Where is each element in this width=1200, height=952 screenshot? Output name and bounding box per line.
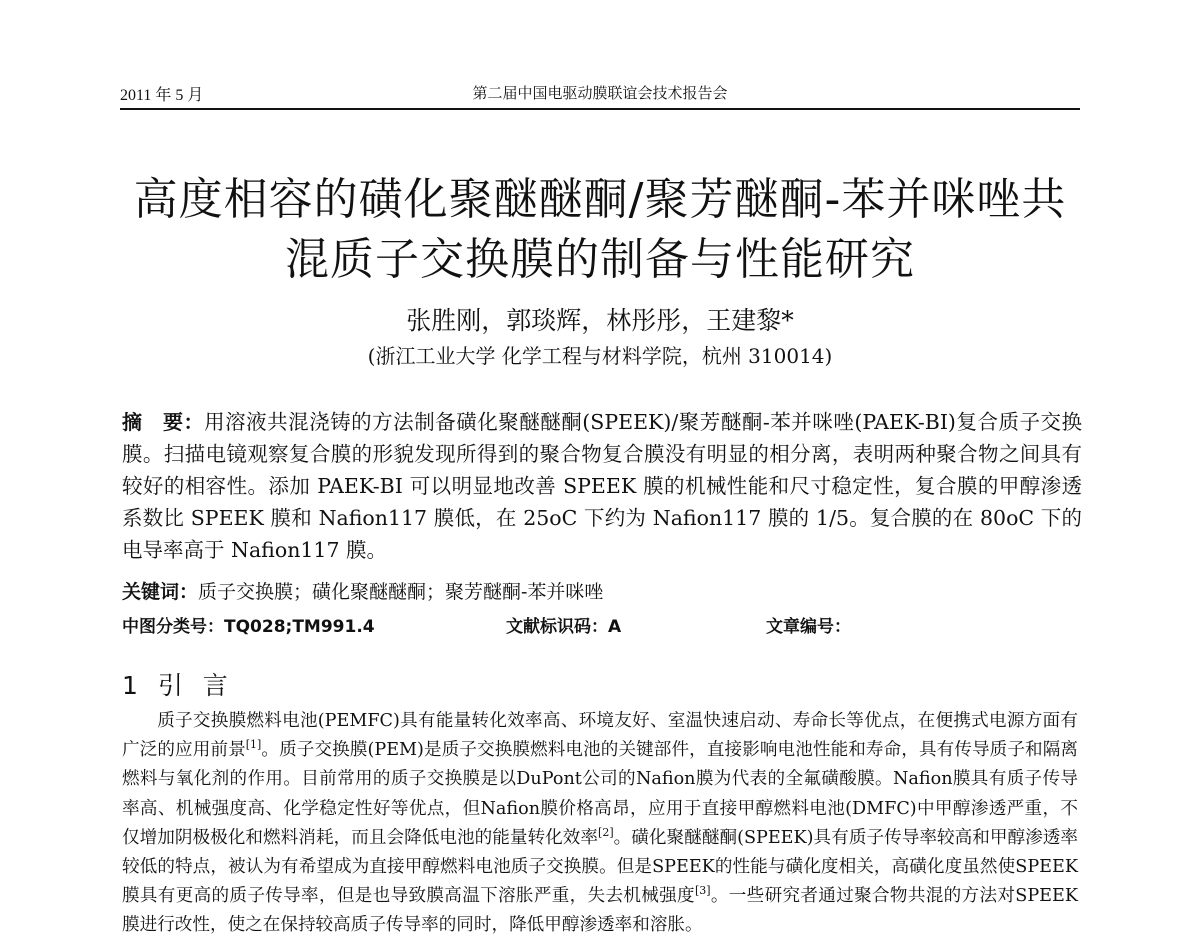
clc-number: 中图分类号：TQ028;TM991.4 bbox=[122, 617, 375, 637]
introduction-body bbox=[122, 707, 1078, 941]
running-header bbox=[120, 80, 1080, 110]
abstract bbox=[122, 406, 1082, 566]
paragraph-text: 。一些研究者通过聚合物共混的方法对SPEEK膜进行改性，使之在保持较高质子传导率的同时，降低甲醇渗透率和溶胀。 bbox=[122, 886, 1078, 936]
paragraph-text: 。质子交换膜(PEM)是质子交换膜燃料电池的关键部件，直接影响电池性能和寿命，具有传导质子和隔离燃料与氧化剂的作用。目前常用的质子交换膜是以DuPont公司的Nafion膜为代表的全氟磺酸膜。Nafion膜具有质子传导率高、机械强度高、化学稳定性好等优点，但Nafion膜价格高昂，应用于直接甲醇燃料电池(DMFC)中甲醇渗透严重，不仅增加阴极极化和燃料消耗，而且会降低电池的能量转化效率 bbox=[122, 740, 1078, 848]
keywords-label: 关键词： bbox=[122, 581, 199, 603]
classification-line bbox=[122, 612, 1082, 640]
keywords-text: 质子交换膜；磺化聚醚醚酮；聚芳醚酮-苯并咪唑 bbox=[198, 581, 604, 603]
title-line-1: 高度相容的磺化聚醚醚酮/聚芳醚酮-苯并咪唑共 bbox=[133, 174, 1067, 225]
paragraph-text: 。磺化聚醚醚酮(SPEEK)具有质子传导率较高和甲醇渗透率较低的特点，被认为有希望成为直接甲醇燃料电池质子交换膜。但是SPEEK的性能与磺化度相关，高磺化度虽然使SPEEK膜具有更高的质子传导率，但是也导致膜高温下溶胀严重，失去机械强度 bbox=[122, 827, 1078, 907]
citation-ref[interactable]: [2] bbox=[598, 825, 614, 839]
header-conference: 第二届中国电驱动膜联谊会技术报告会 bbox=[472, 84, 728, 102]
article-number: 文章编号： bbox=[766, 617, 851, 637]
keywords bbox=[122, 577, 1082, 607]
document-code: 文献标识码：A bbox=[506, 617, 622, 637]
author-affiliation: (浙江工业大学 化学工程与材料学院，杭州 310014) bbox=[367, 344, 833, 368]
abstract-text: 用溶液共混浇铸的方法制备磺化聚醚醚酮(SPEEK)/聚芳醚酮-苯并咪唑(PAEK-BI)复合质子交换膜。扫描电镜观察复合膜的形貌发现所得到的聚合物复合膜没有明显的相分离，表明两种聚合物之间具有较好的相容性。添加 PAEK-BI 可以明显地改善 SPEEK 膜的机械性能和尺寸稳定性，复合膜的甲醇渗透系数比 SPEEK 膜和 Nafion117 膜低，在 25oC 下约为 Nafion117 膜的 1/5。复合膜的在 80oC 下的电导率高于 Nafion117 膜。 bbox=[122, 410, 1083, 562]
citation-ref[interactable]: [3] bbox=[694, 884, 711, 898]
title-line-2: 混质子交换膜的制备与性能研究 bbox=[285, 234, 915, 285]
paragraph bbox=[122, 707, 1078, 941]
paragraph-text: 质子交换膜燃料电池(PEMFC)具有能量转化效率高、环境友好、室温快速启动、寿命长等优点，在便携式电源方面有广泛的应用前景 bbox=[122, 711, 1078, 761]
author-list: 张胜刚，郭琰辉，林彤彤，王建黎* bbox=[406, 306, 794, 335]
citation-ref[interactable]: [1] bbox=[245, 738, 262, 752]
header-date: 2011 年 5 月 bbox=[120, 87, 204, 104]
abstract-label: 摘 要： bbox=[122, 410, 205, 434]
paper-title bbox=[100, 170, 1100, 290]
section-heading-introduction: 1 引 言 bbox=[122, 671, 234, 700]
